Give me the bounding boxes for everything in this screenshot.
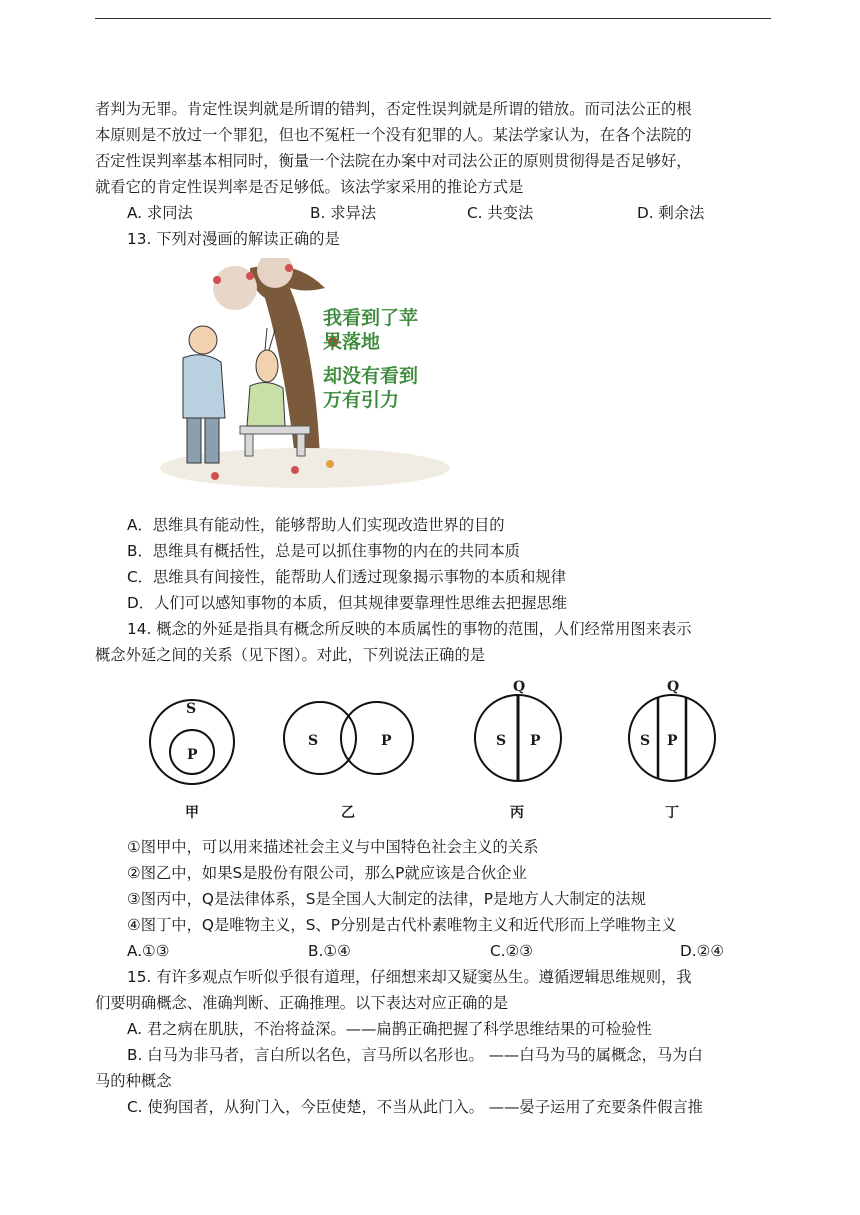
diagram-jia-label-s: S xyxy=(186,701,197,717)
diagram-ding-label-s: S xyxy=(640,733,651,749)
question-15 xyxy=(95,964,771,1120)
question-stem: 13. 下列对漫画的解读正确的是 xyxy=(127,230,340,248)
question-14 xyxy=(95,616,771,964)
caption-line: 果落地 xyxy=(323,331,381,353)
diagram-ding-label-p: P xyxy=(667,733,678,749)
cartoon-image xyxy=(155,258,455,498)
question-12 xyxy=(95,96,771,226)
caption-line: 却没有看到 xyxy=(323,365,419,387)
diagram-yi-caption: 乙 xyxy=(341,805,355,821)
diagram-yi-label-s: S xyxy=(308,733,319,749)
option-d: D. 剩余法 xyxy=(637,204,705,222)
option-b: B．思维具有概括性，总是可以抓住事物的内在的共同本质 xyxy=(127,542,520,560)
question-stem: 们要明确概念、准确判断、正确推理。以下表达对应正确的是 xyxy=(95,994,509,1012)
option-c: C．思维具有间接性，能帮助人们透过现象揭示事物的本质和规律 xyxy=(127,568,566,586)
paragraph-line: 就看它的肯定性误判率是否足够低。该法学家采用的推论方式是 xyxy=(95,178,524,196)
option-a: A．思维具有能动性，能够帮助人们实现改造世界的目的 xyxy=(127,516,505,534)
paragraph-line: 者判为无罪。肯定性误判就是所谓的错判，否定性误判就是所谓的错放。而司法公正的根 xyxy=(95,100,692,118)
cartoon-caption xyxy=(323,306,418,412)
option-c: C. 共变法 xyxy=(467,204,534,222)
diagram-bing-label-q: Q xyxy=(513,679,526,695)
diagram-jia-label-p: P xyxy=(187,747,198,763)
answer-options xyxy=(95,938,771,964)
document-page xyxy=(95,96,771,1120)
caption-line: 我看到了苹 xyxy=(323,307,419,329)
paragraph-line: 否定性误判率基本相同时，衡量一个法院在办案中对司法公正的原则贯彻得是否足够好， xyxy=(95,152,692,170)
option-a: A.①③ xyxy=(127,942,170,960)
option-d: D.②④ xyxy=(680,942,725,960)
question-13 xyxy=(95,226,771,616)
question-stem: 14. 概念的外延是指具有概念所反映的本质属性的事物的范围，人们经常用图来表示 xyxy=(127,620,692,638)
option-b: B.①④ xyxy=(308,942,351,960)
statement-2: ②图乙中，如果S是股份有限公司，那么P就应该是合伙企业 xyxy=(127,864,527,882)
option-b-continued: 马的种概念 xyxy=(95,1072,172,1090)
diagram-jia-caption: 甲 xyxy=(185,805,199,821)
option-b: B. 白马为非马者，言白所以名色，言马所以名形也。 ——白马为马的属概念，马为白 xyxy=(127,1046,703,1064)
header-rule xyxy=(95,18,771,19)
option-d: D．人们可以感知事物的本质，但其规律要靠理性思维去把握思维 xyxy=(127,594,568,612)
option-a: A. 求同法 xyxy=(127,204,193,222)
statement-4: ④图丁中，Q是唯物主义，S、P分别是古代朴素唯物主义和近代形而上学唯物主义 xyxy=(127,916,677,934)
option-c: C.②③ xyxy=(490,942,533,960)
diagram-yi-label-p: P xyxy=(381,733,392,749)
question-stem: 15. 有许多观点乍听似乎很有道理，仔细想来却又疑窦丛生。遵循逻辑思维规则，我 xyxy=(127,968,692,986)
statement-3: ③图丙中，Q是法律体系，S是全国人大制定的法律，P是地方人大制定的法规 xyxy=(127,890,646,908)
diagram-ding-caption: 丁 xyxy=(665,805,679,821)
option-b: B. 求异法 xyxy=(310,204,377,222)
diagram-bing-label-s: S xyxy=(496,733,507,749)
option-a: A. 君之病在肌肤，不治将益深。——扁鹊正确把握了科学思维结果的可检验性 xyxy=(127,1020,652,1038)
caption-line: 万有引力 xyxy=(323,389,400,411)
answer-options xyxy=(95,200,771,226)
diagram-bing-label-p: P xyxy=(530,733,541,749)
option-c: C. 使狗国者，从狗门入，今臣使楚，不当从此门入。 ——晏子运用了充要条件假言推 xyxy=(127,1098,703,1116)
diagram-bing-caption: 丙 xyxy=(510,805,524,821)
statement-1: ①图甲中，可以用来描述社会主义与中国特色社会主义的关系 xyxy=(127,838,539,856)
paragraph-line: 本原则是不放过一个罪犯，但也不冤枉一个没有犯罪的人。某法学家认为，在各个法院的 xyxy=(95,126,692,144)
question-stem: 概念外延之间的关系（见下图）。对此，下列说法正确的是 xyxy=(95,646,486,664)
concept-diagrams xyxy=(95,676,771,828)
diagram-ding-label-q: Q xyxy=(667,679,680,695)
